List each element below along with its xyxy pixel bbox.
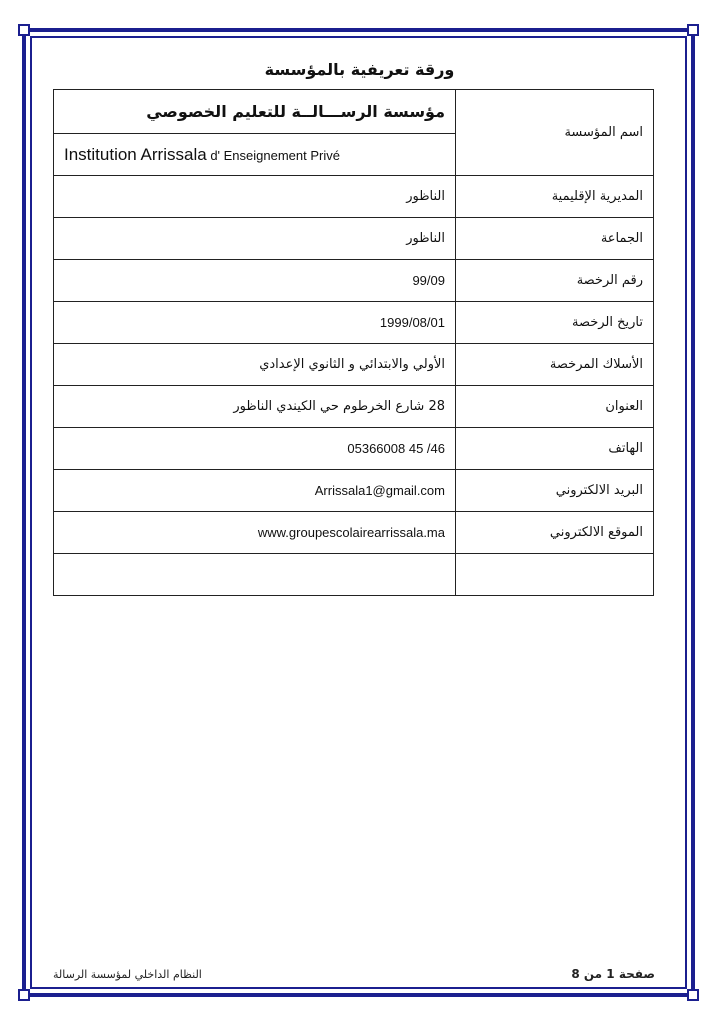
table-row-empty xyxy=(54,554,654,596)
border-corner-ornament xyxy=(687,24,699,36)
commune-label: الجماعة xyxy=(456,218,654,260)
table-row xyxy=(54,260,654,302)
directorate-label: المديرية الإقليمية xyxy=(456,176,654,218)
license-number-label: رقم الرخصة xyxy=(456,260,654,302)
table-row xyxy=(54,470,654,512)
empty-cell xyxy=(54,554,456,596)
institution-info-table xyxy=(53,89,654,596)
document-title: ورقة تعريفية بالمؤسسة xyxy=(264,60,455,79)
address-label: العنوان xyxy=(456,386,654,428)
table-row xyxy=(54,218,654,260)
table-row xyxy=(54,344,654,386)
institution-name-french-rest: d' Enseignement Privé xyxy=(210,147,340,163)
footer-document-name: النظام الداخلي لمؤسسة الرسالة xyxy=(53,968,202,981)
website-label: الموقع الالكتروني xyxy=(456,512,654,554)
address-value: 28 شارع الخرطوم حي الكيندي الناظور xyxy=(54,386,456,428)
phone-label: الهاتف xyxy=(456,428,654,470)
empty-cell xyxy=(456,554,654,596)
table-row xyxy=(54,428,654,470)
directorate-value: الناظور xyxy=(54,176,456,218)
institution-name-arabic: مؤسسة الرســـالــة للتعليم الخصوصي xyxy=(54,90,456,134)
institution-name-label: اسم المؤسسة xyxy=(456,90,654,176)
email-label: البريد الالكتروني xyxy=(456,470,654,512)
footer-page-number: صفحة 1 من 8 xyxy=(571,967,655,981)
phone-value: 05366008 45 /46 xyxy=(54,428,456,470)
email-value[interactable]: Arrissala1@gmail.com xyxy=(54,470,456,512)
table-row xyxy=(54,512,654,554)
licensed-levels-label: الأسلاك المرخصة xyxy=(456,344,654,386)
border-corner-ornament xyxy=(18,24,30,36)
license-number-value: 99/09 xyxy=(54,260,456,302)
table-row-institution-ar xyxy=(54,90,654,134)
licensed-levels-value: الأولي والابتدائي و الثانوي الإعدادي xyxy=(54,344,456,386)
license-date-label: تاريخ الرخصة xyxy=(456,302,654,344)
table-row xyxy=(54,386,654,428)
institution-name-french-main: Institution Arrissala xyxy=(64,144,207,164)
institution-name-french xyxy=(54,134,456,176)
table-row xyxy=(54,302,654,344)
border-corner-ornament xyxy=(687,989,699,1001)
license-date-value: 1999/08/01 xyxy=(54,302,456,344)
commune-value: الناظور xyxy=(54,218,456,260)
table-row xyxy=(54,176,654,218)
border-corner-ornament xyxy=(18,989,30,1001)
website-value[interactable]: www.groupescolairearrissala.ma xyxy=(54,512,456,554)
